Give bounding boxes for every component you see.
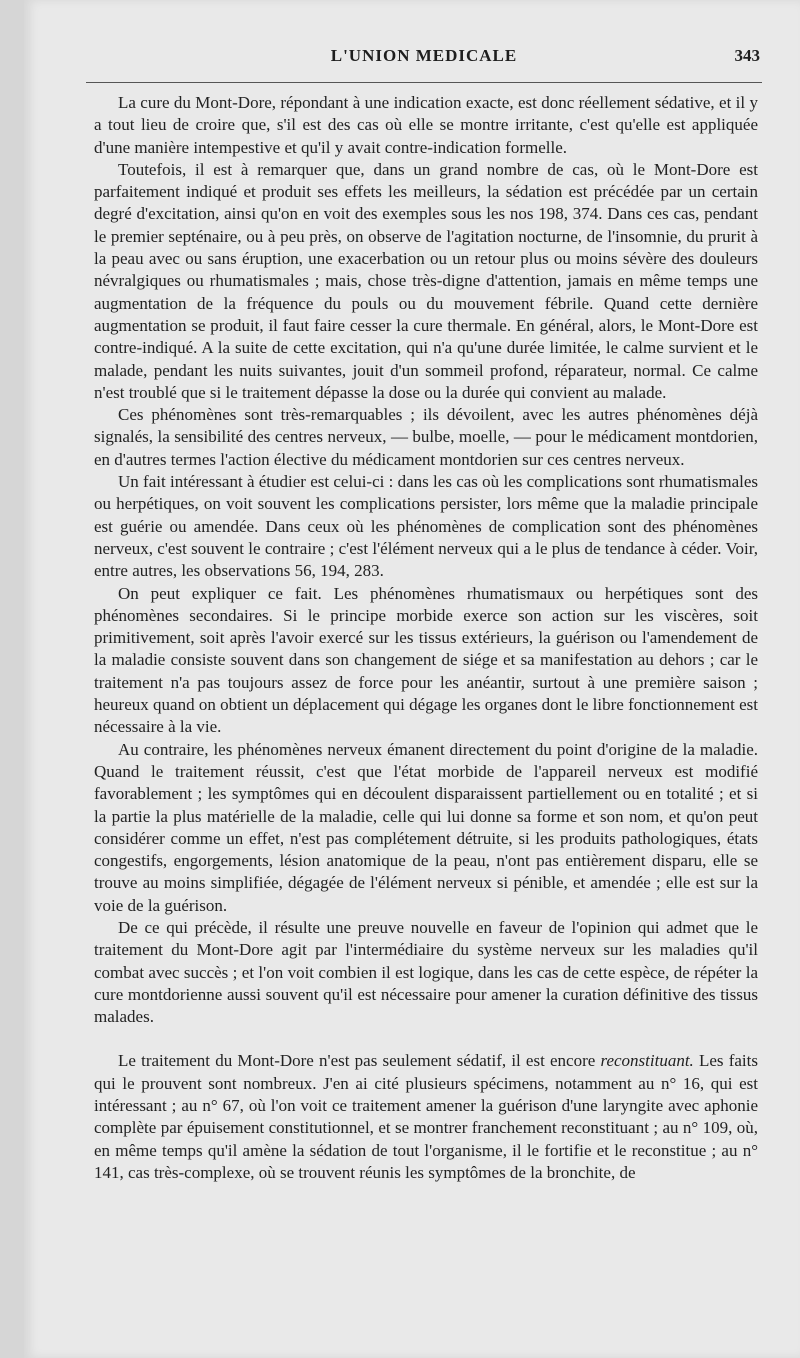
- paragraph: On peut expliquer ce fait. Les phénomènes rhumatismaux ou herpétiques sont des phénomènes secondaires. Si le principe morbide exerce son action sur les viscères, soit primitivement, soit après l'avoir exercé sur les tissus extérieurs, la guérison ou l'amendement de la maladie consiste souvent dans son changement de siége et sa manifestation au dehors ; car le traitement n'a pas toujours assez de force pour les anéantir, surtout à une première saison ; heureux quand on obtient un déplacement qui dégage les organes dont le libre fonctionnement est nécessaire à la vie.: [94, 583, 758, 737]
- paragraph: La cure du Mont-Dore, répondant à une indication exacte, est donc réellement sédative, et il y a tout lieu de croire que, s'il est des cas où elle se montre irritante, c'est qu'elle est appliquée d'une manière intempestive et qu'il y avait contre-indication formelle.: [94, 93, 758, 157]
- paragraph: Au contraire, les phénomènes nerveux émanent directement du point d'origine de la maladie. Quand le traitement réussit, c'est que l'état morbide de l'appareil nerveux est modifié favorablement ; les symptômes qui en découlent disparaissent partiellement ou en totalité ; et si la partie la plus matérielle de la maladie, celle qui lui donne sa forme et son nom, et qu'on peut considérer comme un effet, n'est pas complétement détruite, si les produits pathologiques, états congestifs, engorgements, lésion anatomique de la peau, n'ont pas entièrement disparu, elle se trouve au moins simplifiée, dégagée de l'élément nerveux si pénible, et amendée ; elle est sur la voie de la guérison.: [94, 739, 758, 915]
- paragraph-reconstituant: [94, 1050, 758, 1184]
- article-body: [94, 92, 758, 1184]
- page: [24, 0, 800, 1358]
- running-header: [86, 46, 762, 76]
- paragraph-text: Le traitement du Mont-Dore n'est pas seulement sédatif, il est encore: [118, 1051, 601, 1071]
- journal-title: L'UNION MEDICALE: [330, 46, 518, 65]
- paragraph-text: Les faits qui le prouvent sont nombreux. J'en ai cité plusieurs spécimens, notamment au n° 16, qui est intéressant ; au n° 67, où l'on voit ce traitement amener la guérison d'une laryngite avec aphonie complète par épuisement constitutionnel, et se montrer franchement reconstituant ; au n° 109, où, en même temps qu'il amène la sédation de tout l'organisme, il le fortifie et le reconstitue ; au n° 141, cas très-complexe, où se trouvent réunis les symptômes de la bronchite, de: [94, 1051, 758, 1182]
- paragraph: Toutefois, il est à remarquer que, dans un grand nombre de cas, où le Mont-Dore est parfaitement indiqué et produit ses effets les meilleurs, la sédation est précédée par un certain degré d'excitation, ainsi qu'on en voit des exemples sous les nos 198, 374. Dans ces cas, pendant le premier septénaire, ou à peu près, on observe de l'agitation nocturne, de l'insomnie, du prurit à la peau avec ou sans éruption, une exacerbation ou un retour plus ou moins sévère des douleurs névralgiques ou rhumatismales ; mais, chose très-digne d'attention, jamais en même temps une augmentation de la fréquence du pouls ou du mouvement fébrile. Quand cette dernière augmentation se produit, il faut faire cesser la cure thermale. En général, alors, le Mont-Dore est contre-indiqué. A la suite de cette excitation, qui n'a qu'une durée limitée, le calme survient et le malade, pendant les nuits suivantes, jouit d'un sommeil profond, réparateur, normal. Ce calme n'est troublé que si le traitement dépasse la dose ou la durée qui convient au malade.: [94, 159, 758, 402]
- paragraph: Ces phénomènes sont très-remarquables ; ils dévoilent, avec les autres phénomènes déjà signalés, la sensibilité des centres nerveux, — bulbe, moelle, — pour le médicament montdorien, en d'autres termes l'action élective du médicament montdorien sur ces centres nerveux.: [94, 405, 758, 469]
- emphasis-text: reconstituant.: [600, 1051, 694, 1071]
- page-number: 343: [734, 46, 760, 65]
- header-rule: [86, 82, 762, 83]
- paragraph: Un fait intéressant à étudier est celui-ci : dans les cas où les complications sont rhumatismales ou herpétiques, on voit souvent les complications persister, lors même que la maladie principale est guérie ou amendée. Dans ceux où les phénomènes de complication sont des phénomènes nerveux, c'est souvent le contraire ; c'est l'élément nerveux qui a le plus de tendance à céder. Voir, entre autres, les observations 56, 194, 283.: [94, 472, 758, 581]
- paragraph: De ce qui précède, il résulte une preuve nouvelle en faveur de l'opinion qui admet que le traitement du Mont-Dore agit par l'intermédiaire du système nerveux sur les maladies qu'il combat avec succès ; et l'on voit combien il est logique, dans les cas de cette espèce, de répéter la cure montdorienne aussi souvent qu'il est nécessaire pour amener la curation définitive des tissus malades.: [94, 917, 758, 1027]
